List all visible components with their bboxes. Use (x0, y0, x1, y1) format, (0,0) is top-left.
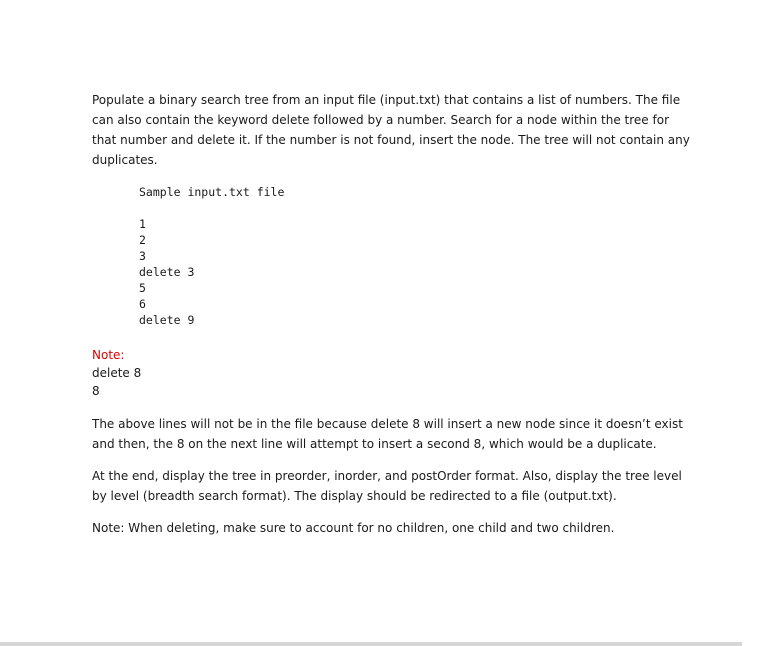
intro-paragraph: Populate a binary search tree from an input file (input.txt) that contains a list of numbers. The file can also contain the keyword delete followed by a number. Search for a node within the tree for that number and delete it. If the number is not found, insert the node. The tree will not contain any duplicates. (92, 93, 690, 167)
duplicate-explanation-paragraph: The above lines will not be in the file because delete 8 will insert a new node since it doesn’t exist and then, the 8 on the next line will attempt to insert a second 8, which would be a duplicate. (92, 417, 683, 451)
display-instructions-paragraph: At the end, display the tree in preorder, inorder, and postOrder format. Also, display the tree level by level (breadth search format). The display should be redirected to a file (output.txt). (92, 469, 682, 503)
horizontal-scrollbar[interactable] (0, 642, 742, 646)
note-label: Note: (92, 348, 125, 362)
sample-line: 3 (139, 249, 146, 263)
deletion-note-paragraph: Note: When deleting, make sure to account for no children, one child and two children. (92, 521, 615, 535)
note-block (92, 346, 141, 400)
sample-line: delete 3 (139, 265, 195, 279)
sample-line: 6 (139, 297, 146, 311)
sample-line: delete 9 (139, 313, 195, 327)
sample-line: 1 (139, 217, 146, 231)
sample-line: 5 (139, 281, 146, 295)
note-line: delete 8 (92, 366, 142, 380)
sample-input-lines (139, 216, 194, 328)
sample-line: 2 (139, 233, 146, 247)
note-line: 8 (92, 384, 100, 398)
sample-title: Sample input.txt file (139, 185, 285, 199)
